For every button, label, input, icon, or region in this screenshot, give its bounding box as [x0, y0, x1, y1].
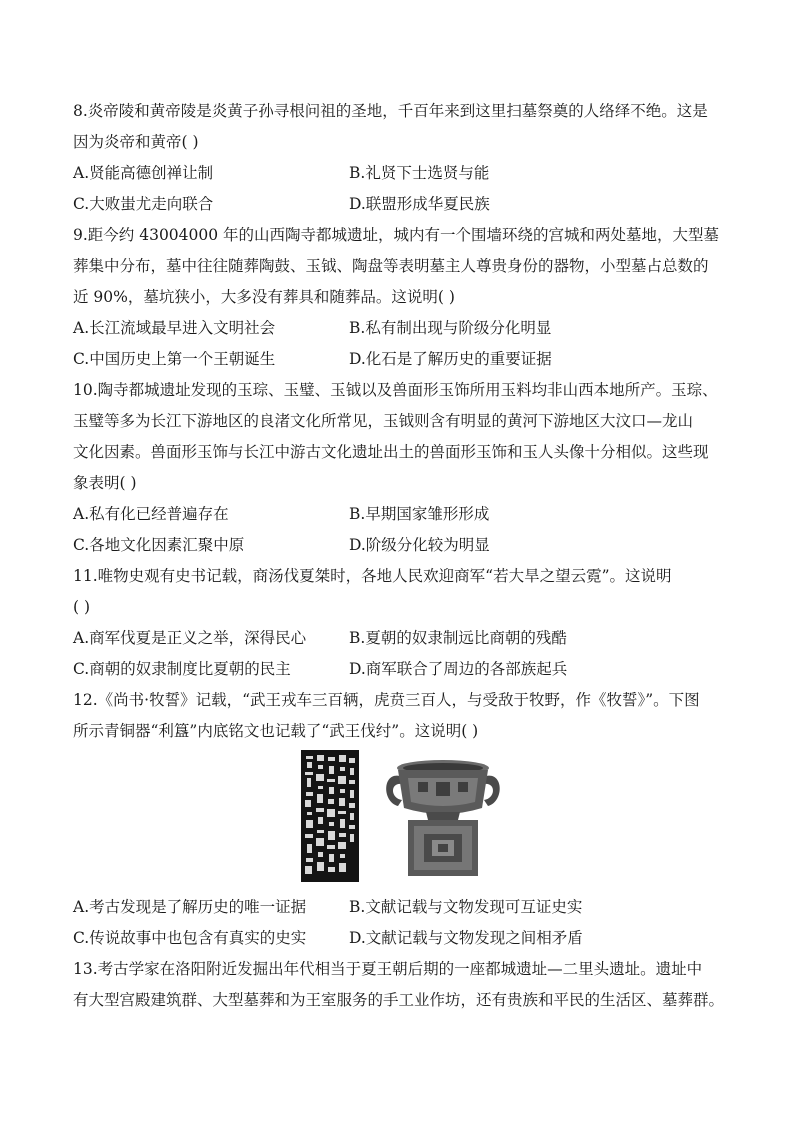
option-a[interactable]: A.考古发现是了解历史的唯一证据 — [73, 898, 307, 916]
question-12 — [73, 685, 723, 954]
question-8 — [73, 96, 723, 220]
option-a[interactable]: A.私有化已经普遍存在 — [73, 505, 229, 523]
question-stem-line: 10.陶寺都城遗址发现的玉琮、玉璧、玉钺以及兽面形玉饰所用玉料均非山西本地所产。玉琮、 — [73, 381, 718, 399]
inscription-rubbing-image — [301, 750, 359, 882]
option-row — [73, 499, 723, 530]
option-a[interactable]: A.长江流域最早进入文明社会 — [73, 319, 276, 337]
question-13 — [73, 954, 723, 1016]
question-stem-line: 因为炎帝和黄帝( ) — [73, 133, 199, 151]
option-c[interactable]: C.中国历史上第一个王朝诞生 — [73, 350, 276, 368]
question-9 — [73, 220, 723, 375]
option-d[interactable]: D.化石是了解历史的重要证据 — [349, 350, 552, 368]
option-row — [73, 654, 723, 685]
option-row — [73, 530, 723, 561]
question-stem-line: 12.《尚书·牧誓》记载，“武王戎车三百辆，虎贲三百人，与受敌于牧野，作《牧誓》”。下图 — [73, 691, 700, 709]
option-c[interactable]: C.大败蚩尤走向联合 — [73, 195, 214, 213]
question-stem-line: 玉璧等多为长江下游地区的良渚文化所常见，玉钺则含有明显的黄河下游地区大汶口—龙山 — [73, 412, 694, 430]
option-row — [73, 923, 723, 954]
question-stem-line: 13.考古学家在洛阳附近发掘出年代相当于夏王朝后期的一座都城遗址—二里头遗址。遗址中 — [73, 960, 703, 978]
li-gui-figure — [73, 750, 723, 888]
question-stem-line: 近 90%，墓坑狭小，大多没有葬具和随葬品。这说明( ) — [73, 288, 455, 306]
option-b[interactable]: B.私有制出现与阶级分化明显 — [349, 319, 552, 337]
option-d[interactable]: D.文献记载与文物发现之间相矛盾 — [349, 929, 583, 947]
question-stem-line: 8.炎帝陵和黄帝陵是炎黄子孙寻根问祖的圣地，千百年来到这里扫墓祭奠的人络绎不绝。这是 — [73, 102, 708, 120]
option-b[interactable]: B.夏朝的奴隶制远比商朝的残酷 — [349, 629, 567, 647]
bronze-gui-vessel-image — [378, 754, 508, 882]
question-stem-line: 葬集中分布，墓中往往随葬陶鼓、玉钺、陶盘等表明墓主人尊贵身份的器物，小型墓占总数的 — [73, 257, 709, 275]
option-b[interactable]: B.礼贤下士选贤与能 — [349, 164, 490, 182]
option-row — [73, 189, 723, 220]
option-a[interactable]: A.贤能高德创禅让制 — [73, 164, 214, 182]
question-11 — [73, 561, 723, 685]
question-stem-line: 象表明( ) — [73, 474, 137, 492]
option-b[interactable]: B.文献记载与文物发现可互证史实 — [349, 898, 583, 916]
question-stem-line: 11.唯物史观有史书记载，商汤伐夏桀时，各地人民欢迎商军“若大旱之望云霓”。这说明 — [73, 567, 672, 585]
question-stem-line: ( ) — [73, 598, 91, 616]
option-c[interactable]: C.商朝的奴隶制度比夏朝的民主 — [73, 660, 291, 678]
question-stem-line: 9.距今约 43004000 年的山西陶寺都城遗址，城内有一个围墙环绕的宫城和两处墓地，大型墓 — [73, 226, 720, 244]
option-row — [73, 344, 723, 375]
option-row — [73, 158, 723, 189]
option-d[interactable]: D.联盟形成华夏民族 — [349, 195, 490, 213]
option-d[interactable]: D.商军联合了周边的各部族起兵 — [349, 660, 568, 678]
option-c[interactable]: C.各地文化因素汇聚中原 — [73, 536, 245, 554]
option-row — [73, 623, 723, 654]
question-stem-line: 文化因素。兽面形玉饰与长江中游古文化遗址出土的兽面形玉饰和玉人头像十分相似。这些现 — [73, 443, 709, 461]
question-stem-line: 有大型宫殿建筑群、大型墓葬和为王室服务的手工业作坊，还有贵族和平民的生活区、墓葬群。 — [73, 991, 725, 1009]
question-10 — [73, 375, 723, 561]
option-d[interactable]: D.阶级分化较为明显 — [349, 536, 490, 554]
option-b[interactable]: B.早期国家雏形形成 — [349, 505, 490, 523]
option-row — [73, 892, 723, 923]
exam-page — [73, 96, 723, 1016]
question-stem-line: 所示青铜器“利簋”内底铭文也记载了“武王伐纣”。这说明( ) — [73, 722, 479, 740]
option-c[interactable]: C.传说故事中也包含有真实的史实 — [73, 929, 307, 947]
option-a[interactable]: A.商军伐夏是正义之举，深得民心 — [73, 629, 307, 647]
option-row — [73, 313, 723, 344]
